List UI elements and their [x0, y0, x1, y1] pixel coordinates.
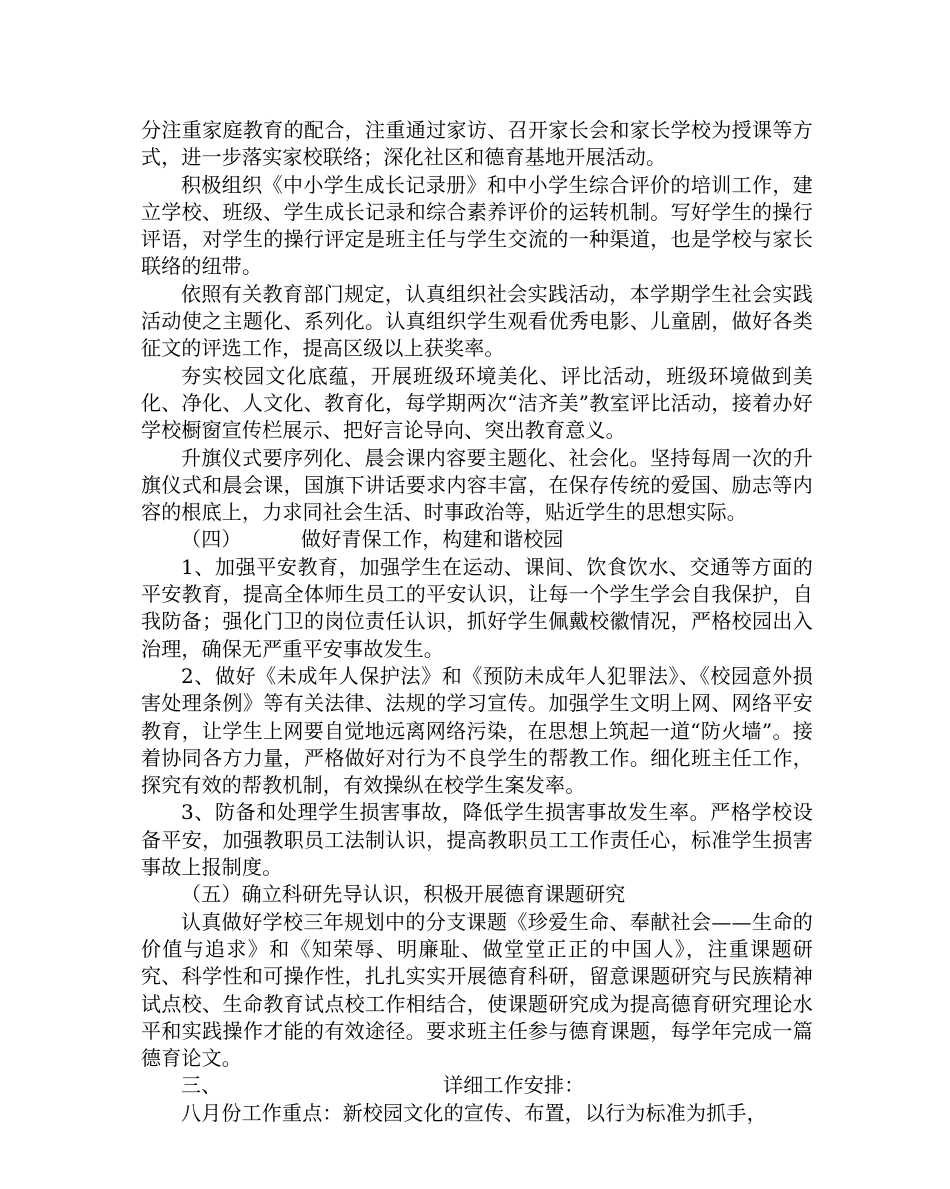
paragraph-social-practice: 依照有关教育部门规定，认真组织社会实践活动，本学期学生社会实践活动使之主题化、系列化。认真组织学生观看优秀电影、儿童剧，做好各类征文的评选工作，提高区级以上获奖率。	[141, 281, 813, 361]
paragraph-campus-culture: 夯实校园文化底蕴，开展班级环境美化、评比活动，班级环境做到美化、净化、人文化、教育化，每学期两次“洁齐美”教室评比活动，接着办好学校橱窗宣传栏展示、把好言论导向、突出教育意义。	[141, 363, 813, 443]
section-heading-five: （五）确立科研先导认识，积极开展德育课题研究	[181, 882, 626, 907]
section-title-three: 详细工作安排：	[443, 1073, 585, 1098]
section-heading-three	[141, 1072, 813, 1099]
paragraph-home-school: 分注重家庭教育的配合，注重通过家访、召开家长会和家长学校为授课等方式，进一步落实家校联络；深化社区和德育基地开展活动。	[141, 118, 813, 170]
document-page	[141, 117, 813, 1127]
paragraph-research: 认真做好学校三年规划中的分支课题《珍爱生命、奉献社会——生命的价值与追求》和《知荣辱、明廉耻、做堂堂正正的中国人》，注重课题研究、科学性和可操作性，扎扎实实开展德育科研，留意课题研究与民族精神试点校、生命教育试点校工作相结合，使课题研究成为提高德育研究理论水平和实践操作才能的有效途径。要求班主任参与德育课题，每学年完成一篇德育论文。	[141, 909, 813, 1071]
list-item-injury-handling: 3、防备和处理学生损害事故，降低学生损害事故发生率。严格学校设备平安，加强教职员工法制认识，提高教职员工工作责任心，标准学生损害事故上报制度。	[141, 800, 813, 880]
list-item-law-publicity: 2、做好《未成年人保护法》和《预防未成年人犯罪法》、《校园意外损害处理条例》等有关法律、法规的学习宣传。加强学生文明上网、网络平安教育，让学生上网要自觉地远离网络污染，在思想上筑起一道“防火墙”。接着协同各方力量，严格做好对行为不良学生的帮教工作。细化班主任工作，探究有效的帮教机制，有效操纵在校学生案发率。	[141, 663, 813, 798]
section-title-four: 做好青保工作，构建和谐校园	[301, 527, 564, 552]
section-label-four: （四）	[181, 527, 242, 552]
section-heading-four	[141, 526, 813, 553]
section-label-three: 三、	[181, 1073, 222, 1098]
paragraph-august-focus: 八月份工作重点：新校园文化的宣传、布置，以行为标准为抓手，	[181, 1100, 767, 1125]
paragraph-flag-ceremony: 升旗仪式要序列化、晨会课内容要主题化、社会化。坚持每周一次的升旗仪式和晨会课，国旗下讲话要求内容丰富，在保存传统的爱国、励志等内容的根底上，力求同社会生活、时事政治等，贴近学生的思想实际。	[141, 445, 813, 525]
paragraph-growth-record: 积极组织《中小学生成长记录册》和中小学生综合评价的培训工作，建立学校、班级、学生成长记录和综合素养评价的运转机制。写好学生的操行评语，对学生的操行评定是班主任与学生交流的一种渠道，也是学校与家长联络的纽带。	[141, 172, 813, 279]
list-item-safety-education: 1、加强平安教育，加强学生在运动、课间、饮食饮水、交通等方面的平安教育，提高全体师生员工的平安认识，让每一个学生学会自我保护，自我防备；强化门卫的岗位责任认识，抓好学生佩戴校徽情况，严格校园出入治理，确保无严重平安事故发生。	[141, 554, 813, 661]
